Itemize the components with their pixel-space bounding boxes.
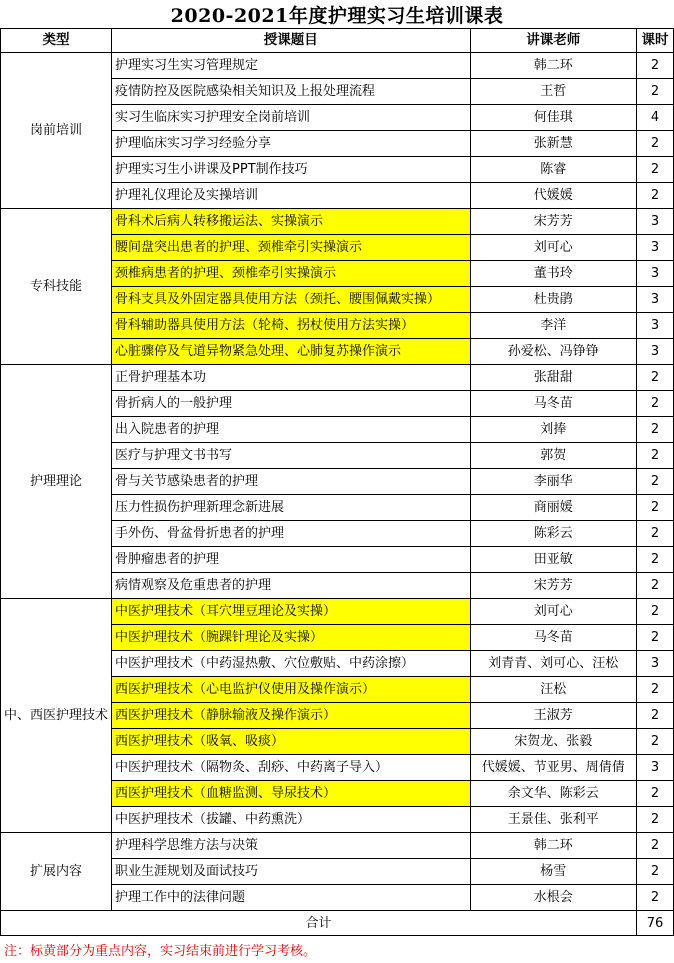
teacher-cell: 水根会: [470, 885, 637, 911]
hours-cell: 2: [637, 807, 674, 833]
hours-cell: 2: [637, 469, 674, 495]
topic-cell: 出入院患者的护理: [112, 417, 471, 443]
topic-cell: 职业生涯规划及面试技巧: [112, 859, 471, 885]
topic-cell: 西医护理技术（静脉输液及操作演示）: [112, 703, 471, 729]
hours-cell: 2: [637, 729, 674, 755]
teacher-cell: 宋贺龙、张毅: [470, 729, 637, 755]
topic-cell: 手外伤、骨盆骨折患者的护理: [112, 521, 471, 547]
teacher-cell: 张新慧: [470, 131, 637, 157]
topic-cell: 护理科学思维方法与决策: [112, 833, 471, 859]
topic-cell: 骨科支具及外固定器具使用方法（颈托、腰围佩戴实操）: [112, 287, 471, 313]
teacher-cell: 杨雪: [470, 859, 637, 885]
topic-cell: 西医护理技术（吸氧、吸痰）: [112, 729, 471, 755]
topic-cell: 护理工作中的法律问题: [112, 885, 471, 911]
topic-cell: 中医护理技术（中药湿热敷、穴位敷贴、中药涂擦）: [112, 651, 471, 677]
topic-cell: 中医护理技术（耳穴埋豆理论及实操）: [112, 599, 471, 625]
topic-cell: 心脏骤停及气道异物紧急处理、心肺复苏操作演示: [112, 339, 471, 365]
topic-cell: 中医护理技术（隔物灸、刮痧、中药离子导入）: [112, 755, 471, 781]
hours-cell: 2: [637, 781, 674, 807]
hours-cell: 3: [637, 313, 674, 339]
topic-cell: 实习生临床实习护理安全岗前培训: [112, 105, 471, 131]
topic-cell: 腰间盘突出患者的护理、颈椎牵引实操演示: [112, 235, 471, 261]
teacher-cell: 孙爱松、冯铮铮: [470, 339, 637, 365]
hours-cell: 2: [637, 625, 674, 651]
teacher-cell: 刘青青、刘可心、汪松: [470, 651, 637, 677]
total-row: [1, 911, 674, 936]
teacher-cell: 代媛媛、节亚男、周倩倩: [470, 755, 637, 781]
hours-cell: 2: [637, 79, 674, 105]
topic-cell: 骨肿瘤患者的护理: [112, 547, 471, 573]
category-cell: 岗前培训: [1, 53, 112, 209]
topic-cell: 疫情防控及医院感染相关知识及上报处理流程: [112, 79, 471, 105]
topic-cell: 中医护理技术（拔罐、中药熏洗）: [112, 807, 471, 833]
topic-cell: 护理实习生实习管理规定: [112, 53, 471, 79]
hours-cell: 2: [637, 391, 674, 417]
topic-cell: 医疗与护理文书书写: [112, 443, 471, 469]
topic-cell: 中医护理技术（腕踝针理论及实操）: [112, 625, 471, 651]
hours-cell: 3: [637, 261, 674, 287]
category-cell: 专科技能: [1, 209, 112, 365]
topic-cell: 骨科术后病人转移搬运法、实操演示: [112, 209, 471, 235]
hours-cell: 2: [637, 547, 674, 573]
hours-cell: 3: [637, 755, 674, 781]
table-row: [1, 833, 674, 859]
teacher-cell: 王景佳、张利平: [470, 807, 637, 833]
teacher-cell: 郭贺: [470, 443, 637, 469]
teacher-cell: 代媛媛: [470, 183, 637, 209]
hours-cell: 2: [637, 495, 674, 521]
teacher-cell: 李洋: [470, 313, 637, 339]
footnote: 注：标黄部分为重点内容，实习结束前进行学习考核。: [4, 944, 317, 959]
teacher-cell: 刘捧: [470, 417, 637, 443]
hours-cell: 2: [637, 703, 674, 729]
teacher-cell: 韩二环: [470, 53, 637, 79]
topic-cell: 护理礼仪理论及实操培训: [112, 183, 471, 209]
hours-cell: 2: [637, 157, 674, 183]
topic-cell: 护理临床实习学习经验分享: [112, 131, 471, 157]
table-row: [1, 599, 674, 625]
hours-cell: 2: [637, 599, 674, 625]
total-label: 合计: [1, 911, 637, 936]
teacher-cell: 王淑芳: [470, 703, 637, 729]
teacher-cell: 马冬苗: [470, 391, 637, 417]
total-hours: 76: [637, 911, 674, 936]
teacher-cell: 宋芳芳: [470, 209, 637, 235]
teacher-cell: 韩二环: [470, 833, 637, 859]
teacher-cell: 张甜甜: [470, 365, 637, 391]
topic-cell: 护理实习生小讲课及PPT制作技巧: [112, 157, 471, 183]
teacher-cell: 刘可心: [470, 599, 637, 625]
teacher-cell: 王哲: [470, 79, 637, 105]
hours-cell: 3: [637, 339, 674, 365]
hours-cell: 2: [637, 859, 674, 885]
header-category: 类型: [1, 29, 112, 53]
hours-cell: 3: [637, 651, 674, 677]
table-row: [1, 365, 674, 391]
hours-cell: 2: [637, 443, 674, 469]
teacher-cell: 宋芳芳: [470, 573, 637, 599]
topic-cell: 骨折病人的一般护理: [112, 391, 471, 417]
category-cell: 扩展内容: [1, 833, 112, 911]
hours-cell: 3: [637, 235, 674, 261]
topic-cell: 正骨护理基本功: [112, 365, 471, 391]
category-cell: 中、西医护理技术: [1, 599, 112, 833]
topic-cell: 压力性损伤护理新理念新进展: [112, 495, 471, 521]
hours-cell: 3: [637, 209, 674, 235]
hours-cell: 4: [637, 105, 674, 131]
header-teacher: 讲课老师: [470, 29, 637, 53]
teacher-cell: 杜贵鹃: [470, 287, 637, 313]
category-cell: 护理理论: [1, 365, 112, 599]
teacher-cell: 马冬苗: [470, 625, 637, 651]
topic-cell: 颈椎病患者的护理、颈椎牵引实操演示: [112, 261, 471, 287]
table-row: [1, 209, 674, 235]
topic-cell: 骨科辅助器具使用方法（轮椅、拐杖使用方法实操）: [112, 313, 471, 339]
teacher-cell: 陈彩云: [470, 521, 637, 547]
header-hours: 课时: [637, 29, 674, 53]
hours-cell: 2: [637, 183, 674, 209]
hours-cell: 2: [637, 521, 674, 547]
teacher-cell: 何佳琪: [470, 105, 637, 131]
hours-cell: 2: [637, 573, 674, 599]
table-row: [1, 53, 674, 79]
hours-cell: 3: [637, 287, 674, 313]
topic-cell: 西医护理技术（心电监护仪使用及操作演示）: [112, 677, 471, 703]
schedule-table: [0, 28, 674, 936]
hours-cell: 2: [637, 131, 674, 157]
topic-cell: 骨与关节感染患者的护理: [112, 469, 471, 495]
hours-cell: 2: [637, 885, 674, 911]
teacher-cell: 田亚敏: [470, 547, 637, 573]
teacher-cell: 刘可心: [470, 235, 637, 261]
header-row: [1, 29, 674, 53]
hours-cell: 2: [637, 677, 674, 703]
schedule-table-body: [1, 29, 674, 936]
header-topic: 授课题目: [112, 29, 471, 53]
page-title: 2020-2021年度护理实习生培训课表: [170, 4, 504, 27]
teacher-cell: 陈睿: [470, 157, 637, 183]
hours-cell: 2: [637, 365, 674, 391]
topic-cell: 西医护理技术（血糖监测、导尿技术）: [112, 781, 471, 807]
hours-cell: 2: [637, 833, 674, 859]
topic-cell: 病情观察及危重患者的护理: [112, 573, 471, 599]
hours-cell: 2: [637, 417, 674, 443]
hours-cell: 2: [637, 53, 674, 79]
teacher-cell: 商丽媛: [470, 495, 637, 521]
teacher-cell: 董书玲: [470, 261, 637, 287]
teacher-cell: 汪松: [470, 677, 637, 703]
teacher-cell: 李丽华: [470, 469, 637, 495]
teacher-cell: 余文华、陈彩云: [470, 781, 637, 807]
